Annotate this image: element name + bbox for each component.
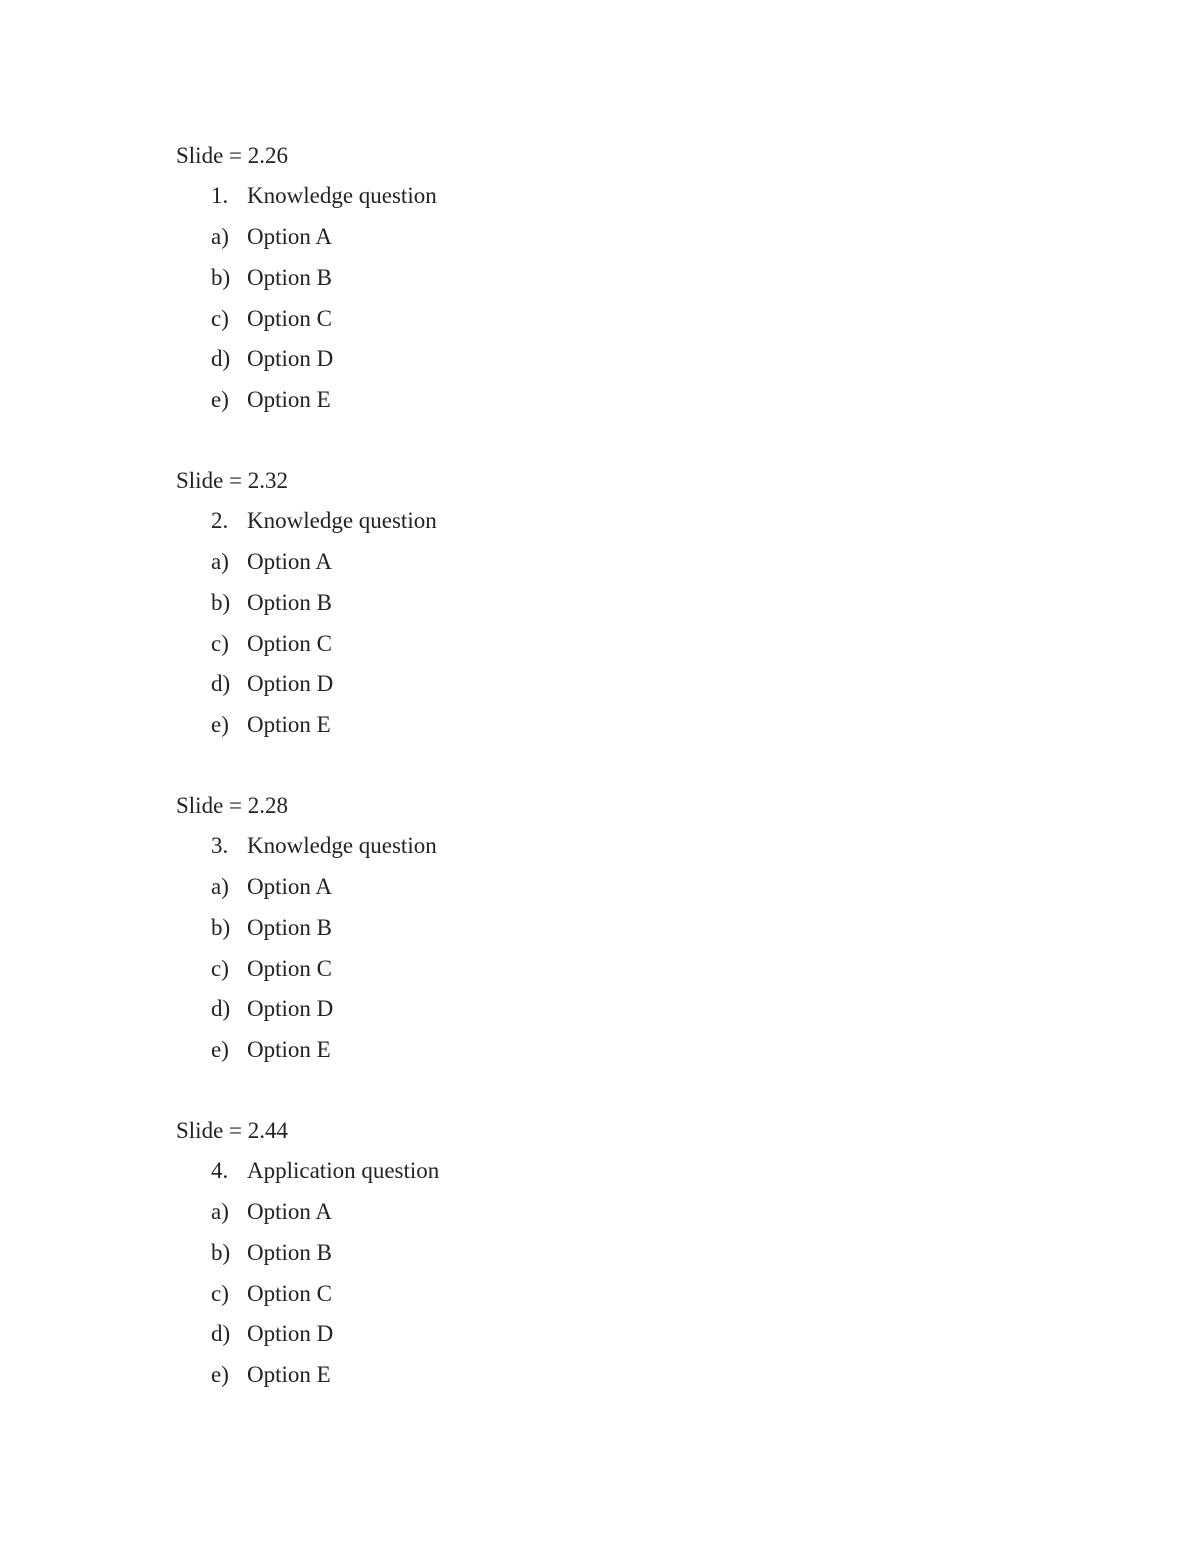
option-marker-e: e) [211,1362,229,1387]
question-text: Application question [247,1158,440,1183]
option-marker-d: d) [211,1321,231,1346]
option-e: Option E [247,712,331,737]
option-marker-e: e) [211,1037,229,1062]
option-d: Option D [247,671,334,696]
option-marker-c: c) [211,631,229,656]
option-b: Option B [247,915,332,940]
option-a: Option A [247,1199,332,1224]
option-marker-e: e) [211,712,229,737]
option-a: Option A [247,549,332,574]
slide-reference: Slide = 2.32 [176,468,289,493]
option-marker-d: d) [211,996,231,1021]
option-b: Option B [247,590,332,615]
question-number: 3. [211,833,229,858]
option-a: Option A [247,224,332,249]
option-b: Option B [247,265,332,290]
slide-reference: Slide = 2.28 [176,793,289,818]
option-e: Option E [247,1362,331,1387]
question-text: Knowledge question [247,508,437,533]
option-marker-b: b) [211,1240,231,1265]
option-b: Option B [247,1240,332,1265]
option-d: Option D [247,996,334,1021]
question-number: 1. [211,183,229,208]
option-marker-b: b) [211,590,231,615]
option-d: Option D [247,1321,334,1346]
option-marker-d: d) [211,671,231,696]
option-marker-b: b) [211,915,231,940]
question-number: 4. [211,1158,229,1183]
option-marker-a: a) [211,224,229,249]
option-e: Option E [247,1037,331,1062]
option-c: Option C [247,956,332,981]
option-c: Option C [247,1281,332,1306]
question-number: 2. [211,508,229,533]
option-marker-a: a) [211,1199,229,1224]
option-marker-e: e) [211,387,229,412]
option-marker-d: d) [211,346,231,371]
option-marker-c: c) [211,306,229,331]
slide-reference: Slide = 2.44 [176,1118,289,1143]
option-marker-a: a) [211,874,229,899]
option-marker-b: b) [211,265,231,290]
option-marker-c: c) [211,956,229,981]
slide-reference: Slide = 2.26 [176,143,289,168]
option-e: Option E [247,387,331,412]
option-a: Option A [247,874,332,899]
option-marker-c: c) [211,1281,229,1306]
question-text: Knowledge question [247,183,437,208]
option-marker-a: a) [211,549,229,574]
question-text: Knowledge question [247,833,437,858]
option-d: Option D [247,346,334,371]
option-c: Option C [247,306,332,331]
option-c: Option C [247,631,332,656]
